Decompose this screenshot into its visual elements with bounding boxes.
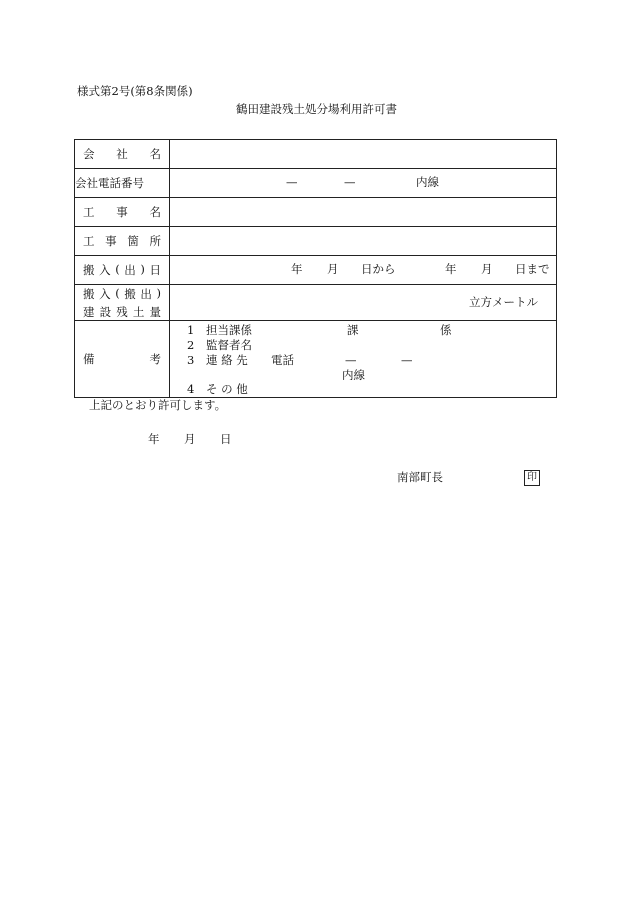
remarks-supervisor-label: 監督者名	[206, 338, 252, 352]
label-char: 名	[149, 205, 161, 219]
work-site-field[interactable]	[170, 227, 557, 256]
label-char: 搬	[83, 287, 95, 301]
remarks-extension-label: 内線	[342, 368, 365, 382]
permission-statement: 上記のとおり許可します。	[89, 398, 227, 412]
row-work-site	[75, 227, 557, 256]
permit-table	[74, 139, 557, 398]
label-work-site	[75, 227, 170, 256]
period-year-from: 年	[291, 262, 303, 276]
label-volume	[75, 285, 170, 321]
label-char: 設	[99, 305, 112, 319]
label-work-name	[75, 198, 170, 227]
label-company-phone: 会社電話番号	[75, 169, 170, 198]
label-char: 出	[140, 287, 152, 301]
label-period	[75, 256, 170, 285]
remarks-other-label: そ の 他	[206, 382, 248, 396]
row-period	[75, 256, 557, 285]
period-field[interactable]	[170, 256, 557, 285]
label-char: 残	[116, 305, 128, 319]
work-name-field[interactable]	[170, 198, 557, 227]
row-remarks	[75, 321, 557, 398]
label-char: 事	[105, 234, 117, 248]
label-char: 土	[132, 305, 145, 319]
label-char: 箇	[127, 234, 139, 248]
label-char: 会	[83, 147, 95, 161]
label-char: 社	[116, 147, 128, 161]
date-day-label: 日	[220, 432, 232, 446]
label-char: 考	[149, 352, 161, 366]
label-char: 建	[83, 305, 95, 319]
label-char: )	[156, 286, 161, 300]
label-char: 量	[149, 305, 161, 319]
label-char: 名	[149, 147, 161, 161]
row-volume	[75, 285, 557, 321]
period-month-to: 月	[481, 262, 493, 276]
remarks-contact-label: 連 絡 先	[206, 353, 248, 367]
seal-mark-icon: 印	[524, 470, 540, 486]
label-char: 事	[116, 205, 128, 219]
phone-extension-label: 内線	[416, 175, 439, 189]
period-year-to: 年	[445, 262, 457, 276]
label-char: (	[115, 262, 120, 276]
row-company-name	[75, 140, 557, 169]
remarks-item-number: 2	[187, 338, 195, 352]
remarks-phone-dash: —	[401, 353, 413, 367]
label-char: 入	[99, 263, 111, 277]
label-char: )	[140, 262, 145, 276]
period-month-from: 月	[327, 262, 339, 276]
label-char: 入	[99, 287, 111, 301]
label-char: (	[115, 286, 120, 300]
label-char: 日	[149, 263, 161, 277]
company-name-field[interactable]	[170, 140, 557, 169]
label-char: 所	[149, 234, 161, 248]
remarks-tel-label: 電話	[271, 353, 294, 367]
company-phone-field[interactable]	[170, 169, 557, 198]
label-remarks	[75, 321, 170, 398]
remarks-item-number: 1	[187, 323, 195, 337]
label-char: 搬	[124, 287, 136, 301]
remarks-item-number: 3	[187, 353, 195, 367]
label-company-name	[75, 140, 170, 169]
period-day-from: 日から	[361, 262, 396, 276]
phone-dash: —	[286, 175, 298, 189]
issuer-title: 南部町長	[397, 470, 443, 484]
remarks-ka-label: 課	[347, 323, 359, 337]
remarks-department-label: 担当課係	[206, 323, 252, 337]
phone-dash: —	[344, 175, 356, 189]
date-year-label: 年	[148, 432, 160, 446]
remarks-field[interactable]	[170, 321, 557, 398]
remarks-phone-dash: —	[345, 353, 357, 367]
date-month-label: 月	[184, 432, 196, 446]
remarks-item-number: 4	[187, 382, 195, 396]
label-char: 出	[124, 263, 136, 277]
label-char: 搬	[83, 263, 95, 277]
document-title: 鶴田建設残土処分場利用許可書	[236, 102, 397, 116]
label-char: 工	[83, 234, 95, 248]
volume-unit: 立方メートル	[469, 295, 538, 309]
period-day-to: 日まで	[515, 262, 550, 276]
remarks-kakari-label: 係	[440, 323, 452, 337]
label-char: 備	[83, 352, 95, 366]
row-company-phone	[75, 169, 557, 198]
volume-field[interactable]	[170, 285, 557, 321]
row-work-name	[75, 198, 557, 227]
label-char: 工	[83, 205, 95, 219]
form-number: 様式第2号(第8条関係)	[77, 84, 193, 98]
